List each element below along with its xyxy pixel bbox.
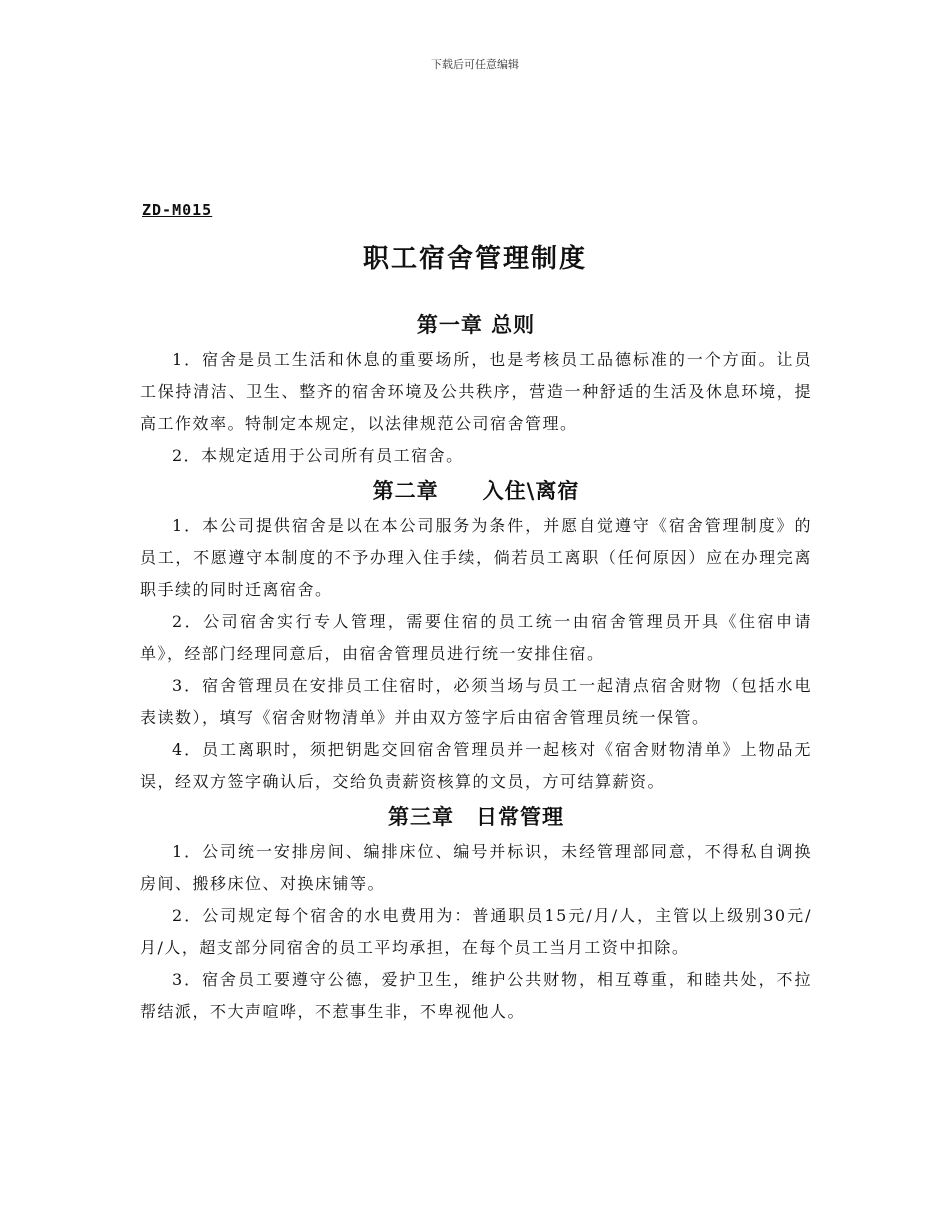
chapter-title: 第一章 总则	[416, 312, 536, 337]
document-body	[140, 306, 812, 1028]
paragraph: 3．宿舍管理员在安排员工住宿时，必须当场与员工一起清点宿舍财物（包括水电表读数），填写《宿舍财物清单》并由双方签字后由宿舍管理员统一保管。	[140, 676, 812, 727]
page-header-note: 下载后可任意编辑	[431, 58, 519, 71]
chapter-3	[140, 798, 812, 1028]
paragraph: 1．宿舍是员工生活和休息的重要场所，也是考核员工品德标准的一个方面。让员工保持清洁、卫生、整齐的宿舍环境及公共秩序，营造一种舒适的生活及休息环境，提高工作效率。特制定本规定，以法律规范公司宿舍管理。	[140, 350, 812, 433]
paragraph: 4．员工离职时，须把钥匙交回宿舍管理员并一起核对《宿舍财物清单》上物品无误，经双方签字确认后，交给负责薪资核算的文员，方可结算薪资。	[140, 740, 812, 791]
paragraph: 2．本规定适用于公司所有员工宿舍。	[172, 446, 464, 465]
paragraph: 2．公司宿舍实行专人管理，需要住宿的员工统一由宿舍管理员开具《住宿申请单》，经部门经理同意后，由宿舍管理员进行统一安排住宿。	[140, 612, 812, 663]
paragraph: 1．本公司提供宿舍是以在本公司服务为条件，并愿自觉遵守《宿舍管理制度》的员工，不愿遵守本制度的不予办理入住手续，倘若员工离职（任何原因）应在办理完离职手续的同时迁离宿舍。	[140, 516, 812, 599]
paragraph: 2．公司规定每个宿舍的水电费用为：普通职员15元/月/人，主管以上级别30元/月/人，超支部分同宿舍的员工平均承担，在每个员工当月工资中扣除。	[140, 906, 812, 957]
chapter-title: 第三章 日常管理	[388, 804, 564, 829]
document-code: ZD-M015	[142, 201, 213, 219]
paragraph: 1．公司统一安排房间、编排床位、编号并标识，未经管理部同意，不得私自调换房间、搬移床位、对换床铺等。	[140, 842, 812, 893]
paragraph: 3．宿舍员工要遵守公德，爱护卫生，维护公共财物，相互尊重，和睦共处，不拉帮结派，不大声喧哗，不惹事生非，不卑视他人。	[140, 970, 812, 1021]
chapter-2	[140, 472, 812, 798]
document-title: 职工宿舍管理制度	[362, 244, 587, 274]
chapter-title: 第二章 入住\离宿	[372, 478, 580, 503]
chapter-1	[140, 306, 812, 472]
